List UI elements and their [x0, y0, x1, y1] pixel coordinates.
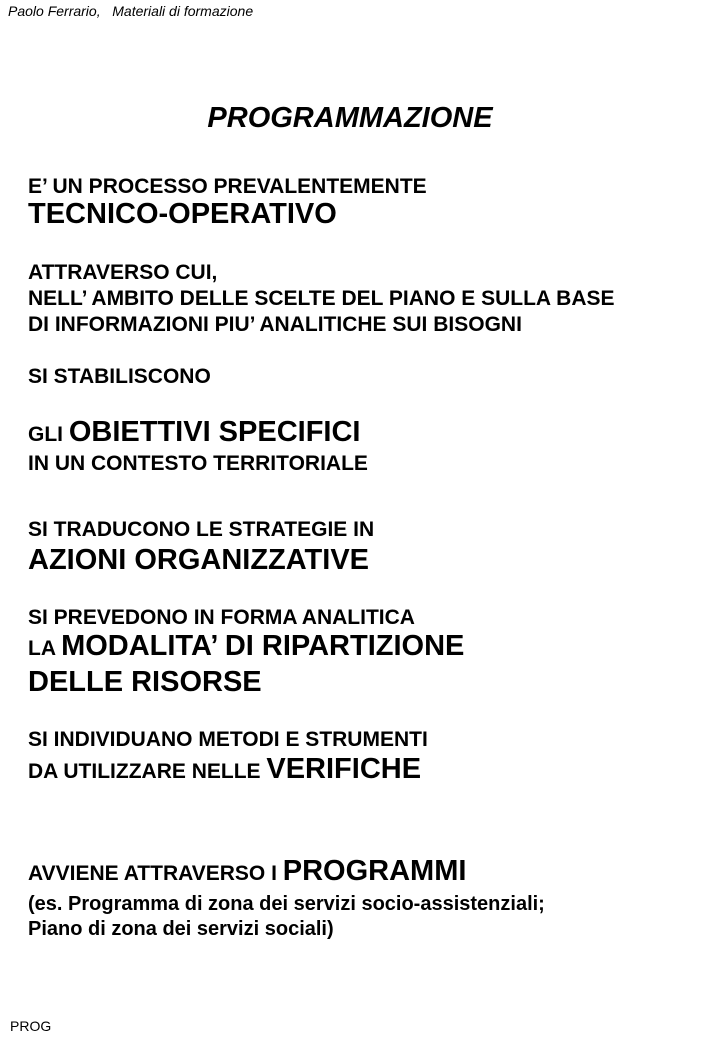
- line-esempio-programma: (es. Programma di zona dei servizi socio-assistenziali;: [28, 893, 545, 915]
- line-ambito-scelte: NELL’ AMBITO DELLE SCELTE DEL PIANO E SULLA BASE: [28, 287, 615, 310]
- line-risorse: DELLE RISORSE: [28, 666, 262, 698]
- line-attraverso-cui: ATTRAVERSO CUI,: [28, 261, 218, 284]
- line-verifiche-prefix: DA UTILIZZARE NELLE: [28, 760, 267, 783]
- line-obiettivi-prefix: GLI: [28, 423, 69, 446]
- line-verifiche: [28, 755, 421, 784]
- header-author: Paolo Ferrario,: [8, 3, 101, 19]
- line-informazioni: DI INFORMAZIONI PIU’ ANALITICHE SUI BISOGNI: [28, 313, 522, 336]
- footer-label: PROG: [10, 1018, 52, 1034]
- document-header: [8, 3, 253, 19]
- header-subtitle: Materiali di formazione: [112, 3, 254, 19]
- line-modalita: [28, 632, 464, 661]
- line-modalita-emphasis: MODALITA’ DI RIPARTIZIONE: [61, 630, 465, 662]
- line-esempio-piano: Piano di zona dei servizi sociali): [28, 918, 334, 940]
- line-verifiche-emphasis: VERIFICHE: [266, 753, 422, 785]
- line-processo: E’ UN PROCESSO PREVALENTEMENTE: [28, 175, 427, 198]
- page-title: PROGRAMMAZIONE: [207, 102, 493, 134]
- line-azioni: AZIONI ORGANIZZATIVE: [28, 544, 370, 576]
- line-individuano: SI INDIVIDUANO METODI E STRUMENTI: [28, 728, 428, 751]
- line-modalita-prefix: LA: [28, 637, 62, 660]
- line-obiettivi: [28, 418, 361, 447]
- line-tecnico-operativo: TECNICO-OPERATIVO: [28, 198, 337, 230]
- line-programmi: [28, 857, 466, 886]
- line-si-stabiliscono: SI STABILISCONO: [28, 365, 211, 388]
- line-programmi-prefix: AVVIENE ATTRAVERSO I: [28, 862, 283, 885]
- line-strategie: SI TRADUCONO LE STRATEGIE IN: [28, 518, 375, 541]
- line-programmi-emphasis: PROGRAMMI: [282, 855, 467, 887]
- line-obiettivi-emphasis: OBIETTIVI SPECIFICI: [68, 416, 361, 448]
- line-prevedono: SI PREVEDONO IN FORMA ANALITICA: [28, 606, 415, 629]
- line-contesto: IN UN CONTESTO TERRITORIALE: [28, 452, 368, 475]
